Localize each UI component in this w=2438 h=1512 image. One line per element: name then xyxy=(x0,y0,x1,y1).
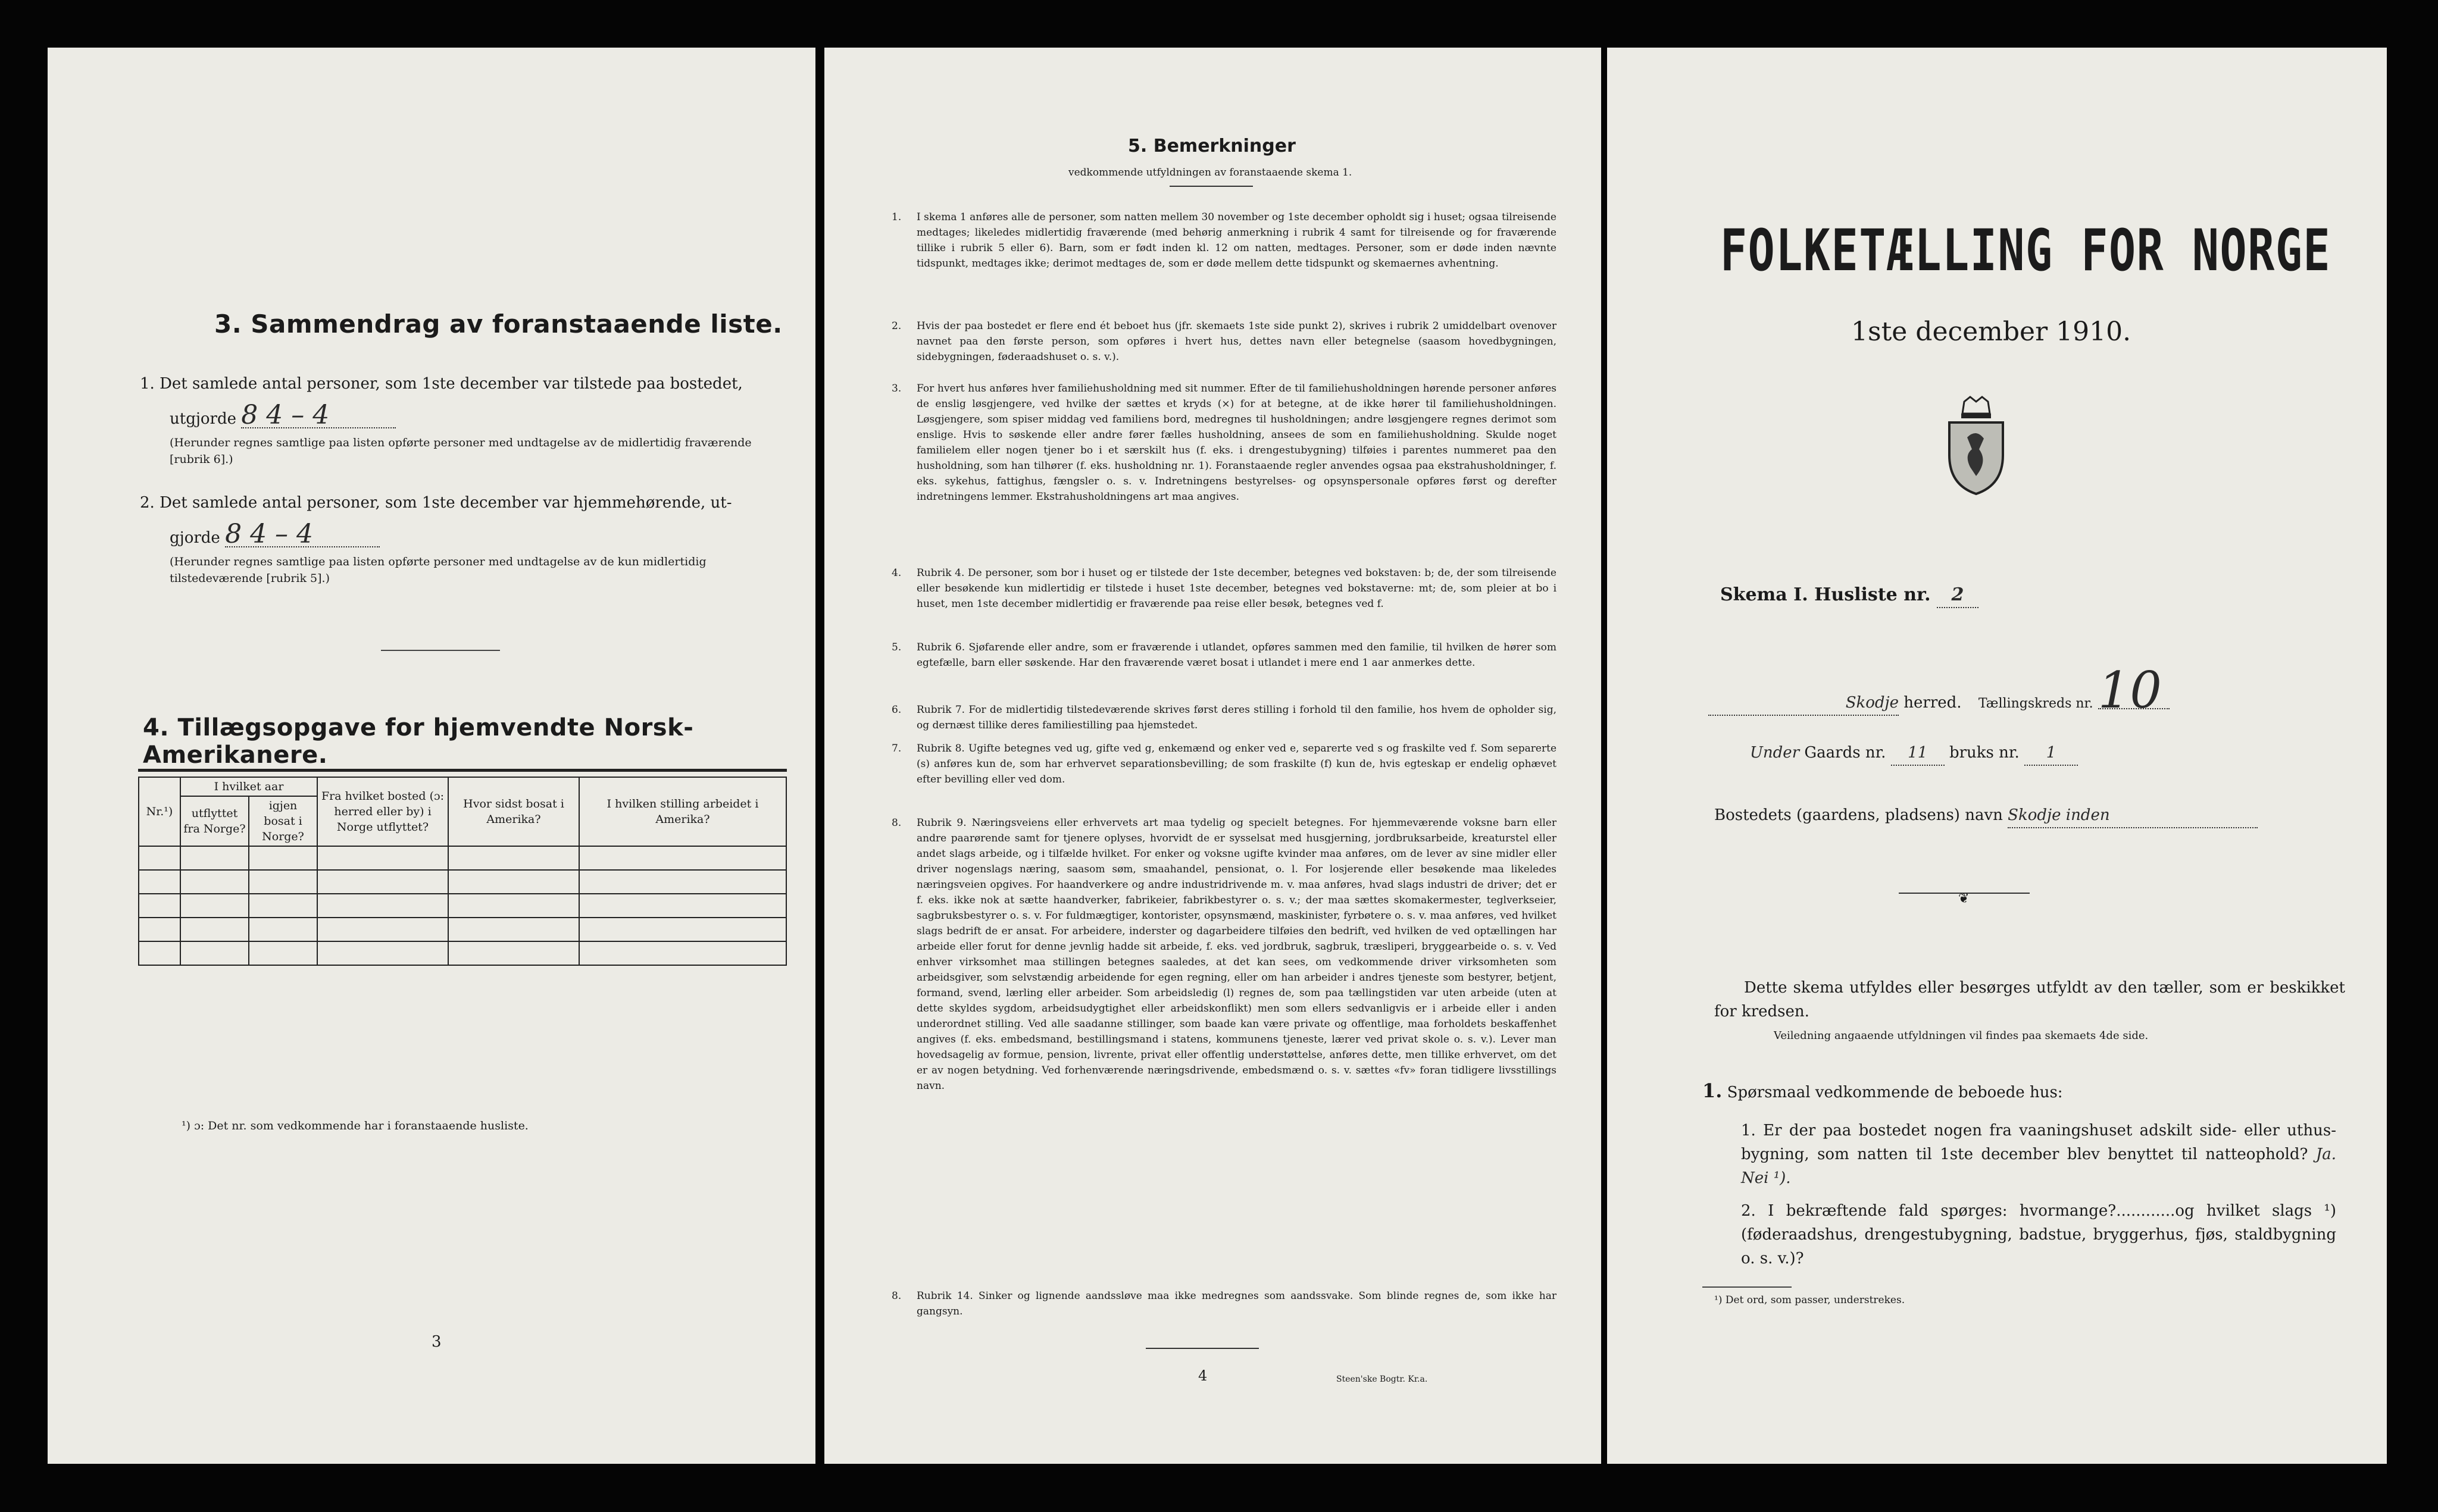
table-row xyxy=(139,941,786,965)
page-number-left: 3 xyxy=(432,1333,442,1351)
table-row xyxy=(139,870,786,894)
section-5-title: 5. Bemerkninger xyxy=(1128,136,1296,156)
divider xyxy=(1146,1348,1259,1349)
bosted-value: Skodje inden xyxy=(2008,803,2258,828)
left-page xyxy=(48,48,815,1464)
page-number-middle: 4 xyxy=(1198,1367,1208,1384)
husliste-nr-value: 2 xyxy=(1937,583,1978,608)
s3-item1-value: 8 4 – 4 xyxy=(241,403,396,428)
skema-line: Skema I. Husliste nr. 2 xyxy=(1720,583,1978,608)
col-returned: igjen bosat i Norge? xyxy=(249,796,317,846)
remark-6: 6. Rubrik 7. For de midlertidig tilstedeværende skrives først deres stilling i forhold til den familie, hos hvem de opholder sig, og dernæst tillike deres familiestilling paa hjemstedet. xyxy=(892,704,1556,731)
question-2: 2. I bekræftende fald spørges: hvormange?............og hvilket slags ¹) (føderaadshus, drengestubygning, badstue, bryggerhus, fjøs, staldbygning o. s. v.)? xyxy=(1741,1202,2336,1267)
herred-line xyxy=(1708,661,2170,719)
table-row xyxy=(139,918,786,941)
table-row xyxy=(139,846,786,870)
left-footnote: ¹) ɔ: Det nr. som vedkommende har i foranstaaende husliste. xyxy=(182,1119,529,1132)
table-top-rule xyxy=(138,769,787,772)
census-date: 1ste december 1910. xyxy=(1851,317,2131,347)
s3-item2-value: 8 4 – 4 xyxy=(225,522,380,547)
section-5-subtitle: vedkommende utfyldningen av foranstaaende skema 1. xyxy=(1068,167,1352,179)
gaard-nr-value: 11 xyxy=(1891,741,1945,766)
intro-text: Dette skema utfyldes eller besørges utfyldt av den tæller, som er beskikket for kredsen. xyxy=(1714,979,2345,1020)
remark-1: 1. I skema 1 anføres alle de personer, som natten mellem 30 november og 1ste december opholdt sig i huset; ogsaa tilreisende medtages; likeledes midlertidig fraværende (med behørig anmerkning i rubrik 4 samt for tilreisende og for fraværende tillike i rubrik 5 eller 6). Barn, som er født inden kl. 12 om natten, medtages. Personer, som er døde inden nævnte tidspunkt, medtages ikke; derimot medtages de, som er døde mellem dette tidspunkt og skemaernes avhentning. xyxy=(892,211,1556,270)
col-emigrated: utflyttet fra Norge? xyxy=(180,796,249,846)
divider xyxy=(381,650,500,651)
right-page xyxy=(1607,48,2387,1464)
remark-5: 5. Rubrik 6. Sjøfarende eller andre, som er fraværende i utlandet, opføres sammen med den familie, til hvilken de hører som egtefælle, barn eller søskende. Har den fraværende været bosat i utlandet i mere end 1 aar anmerkes dette. xyxy=(892,641,1556,669)
gaard-label: Gaards nr. xyxy=(1804,744,1886,762)
gaard-prefix: Under xyxy=(1750,744,1800,762)
bosted-line xyxy=(1714,803,2258,828)
col-nr: Nr.¹) xyxy=(139,777,180,846)
col-year-group: I hvilket aar xyxy=(180,777,317,796)
s3-item2-note: (Herunder regnes samtlige paa listen opførte personer med undtagelse av de kun midlertidig tilstedeværende [rubrik 5].) xyxy=(170,555,707,585)
herred-label: herred. xyxy=(1903,694,1962,712)
bruks-nr-value: 1 xyxy=(2024,741,2078,766)
right-footnote: ¹) Det ord, som passer, understrekes. xyxy=(1714,1294,1905,1306)
remark-2: 2. Hvis der paa bostedet er flere end ét beboet hus (jfr. skemaets 1ste side punkt 2), skrives i rubrik 2 umiddelbart ovenover navnet paa den første person, som opføres i hvert hus, dettes navn eller betegnelse (saasom hovedbygningen, sidebygningen, føderaadshuset o. s. v.). xyxy=(892,320,1556,363)
col-position: I hvilken stilling arbeidet i Amerika? xyxy=(579,777,786,846)
divider xyxy=(1170,186,1253,187)
question-1: 1. Er der paa bostedet nogen fra vaaningshuset adskilt side- eller uthus-bygning, som natten til 1ste december blev benyttet til natteophold? Ja. Nei ¹). xyxy=(1741,1122,2336,1187)
s3-item1-note: (Herunder regnes samtlige paa listen opførte personer med undtagelse av de midlertidig fraværende [rubrik 6].) xyxy=(170,436,752,466)
questions-heading: 1. Spørsmaal vedkommende de beboede hus: xyxy=(1702,1079,2063,1102)
main-title: FOLKETÆLLING FOR NORGE xyxy=(1720,217,2331,284)
s3-item1-text: 1. Det samlede antal personer, som 1ste december var tilstede paa bostedet, xyxy=(140,375,743,393)
gaard-line xyxy=(1750,741,2078,766)
col-from-where: Fra hvilket bosted (ɔ: herred eller by) i Norge utflyttet? xyxy=(317,777,448,846)
section-4-title: 4. Tillægsopgave for hjemvendte Norsk-Amerikanere. xyxy=(143,714,694,769)
ornament-icon: ❦ xyxy=(1958,891,1970,906)
printer-mark: Steen'ske Bogtr. Kr.a. xyxy=(1336,1375,1428,1384)
divider xyxy=(1702,1286,1792,1288)
coat-of-arms-icon xyxy=(1943,396,2009,497)
col-last-place: Hvor sidst bosat i Amerika? xyxy=(448,777,579,846)
kreds-label: Tællingskreds nr. xyxy=(1978,696,2093,711)
remark-7: 7. Rubrik 8. Ugifte betegnes ved ug, gifte ved g, enkemænd og enker ved e, separerte ved s og fraskilte ved f. Som separerte (s) anføres kun de, som har erhvervet separationsbevilling; de som fraskilte (f) kun de, hvis egteskap er endelig ophævet efter bevilling eller ved dom. xyxy=(892,743,1556,785)
s3-item2-label: gjorde 8 4 – 4 xyxy=(170,522,380,550)
remark-9: 8. Rubrik 14. Sinker og lignende aandssløve maa ikke medregnes som aandssvake. Som blinde regnes de, som ikke har gangsyn. xyxy=(892,1290,1556,1317)
remark-8: 8. Rubrik 9. Næringsveiens eller erhvervets art maa tydelig og specielt betegnes. For hjemmeværende voksne barn eller andre paarørende samt for tjenere oplyses, hvorvidt de er sysselsat med husgjerning, jordbruksarbeide, kreaturstel eller andet slags arbeide, og i tilfælde hvilket. For enker og voksne ugifte kvinder maa anføres, om de lever av sine midler eller driver nogenslags næring, saasom søm, smaahandel, pensionat, o. l. For losjerende eller besøkende maa likeledes næringsveien opgives. For haandverkere og andre industridrivende m. v. maa anføres, hvad slags industri de driver; det er f. eks. ikke nok at sætte haandverker, fabrikeier, fabrikbestyrer o. s. v.; der maa sættes skomakermester, teglverkseier, sagbruksbestyrer o. s. v. For fuldmægtiger, kontorister, opsynsmænd, maskinister, fyrbøtere o. s. v. maa anføres, ved hvilket slags bedrift de er ansat. For arbeidere, inderster og dagarbeidere tilføies den bedrift, ved hvilken de ved optællingen har arbeide eller forut for denne jevnlig hadde sit arbeide, f. eks. ved jordbruk, sagbruk, træsliperi, bryggearbeide o. s. v. Ved enhver virksomhet maa stillingen betegnes saaledes, at det kan sees, om vedkommende driver virksomheten som arbeidsgiver, som selvstændig arbeidende for egen regning, eller om han arbeider i andres tjeneste som bestyrer, betjent, formand, svend, lærling eller arbeider. Som arbeidsledig (l) regnes de, som paa tællingstiden var uten arbeide (uten at dette skyldes sygdom, arbeidsudygtighet eller arbeidskonflikt) men som ellers sedvanligvis er i arbeide eller i anden underordnet stilling. Ved alle saadanne stillinger, som baade kan være private og offentlige, maa forholdets beskaffenhet angives (f. eks. embedsmand, bestillingsmand i statens, kommunens tjeneste, lærer ved privat skole o. s. v.). Lever man hovedsagelig av formue, pension, livrente, privat eller offentlig understøttelse, anføres dette, men tillike erhvervet, om det er av nogen betydning. Ved forhenværende næringsdrivende, embedsmænd o. s. v. sættes «fv» foran tidligere livsstillings navn. xyxy=(892,817,1556,1092)
guidance-text: Veiledning angaaende utfyldningen vil findes paa skemaets 4de side. xyxy=(1774,1029,2149,1042)
remark-4: 4. Rubrik 4. De personer, som bor i huset og er tilstede der 1ste december, betegnes ved bokstaven: b; de, der som tilreisende eller besøkende kun midlertidig er tilstede i huset 1ste december, betegnes ved bokstaverne: mt; de, som pleier at bo i huset, men 1ste december midlertidig er fraværende paa reise eller besøk, betegnes ved f. xyxy=(892,567,1556,610)
q1-answer: Ja. Nei ¹). xyxy=(1741,1145,2336,1187)
bruks-label: bruks nr. xyxy=(1949,744,2020,762)
bosted-label: Bostedets (gaardens, pladsens) navn xyxy=(1714,806,2003,824)
norsk-amerikanere-table xyxy=(138,777,787,966)
s3-item2-text: 2. Det samlede antal personer, som 1ste december var hjemmehørende, ut- xyxy=(140,494,732,512)
middle-page xyxy=(824,48,1601,1464)
table-row xyxy=(139,894,786,918)
s3-item1-label: utgjorde 8 4 – 4 xyxy=(170,403,396,431)
section-3-title: 3. Sammendrag av foranstaaende liste. xyxy=(214,309,783,339)
kreds-nr-value: 10 xyxy=(2098,672,2170,709)
herred-value: Skodje xyxy=(1708,691,1899,716)
remark-3: 3. For hvert hus anføres hver familiehusholdning med sit nummer. Efter de til familiehusholdningen hørende personer anføres de enslig løsgjengere, ved hvilke der sættes et kryds (×) for at betegne, at de ikke hører til familiehusholdningen. Løsgjengere, som spiser middag ved familiens bord, medregnes til husholdningen; andre løsgjengere regnes derimot som enslige. Hvis to søskende eller andre fører fælles husholdning, ansees de som en familiehusholdning. Skulde noget familielem eller nogen tjener bo i et særskilt hus (f. eks. i drengestubygning) tilføies i parentes nummeret paa den husholdning, som han tilhører (f. eks. husholdning nr. 1). Foranstaaende regler anvendes ogsaa paa ekstrahusholdninger, f. eks. sykehus, fattighus, fængsler o. s. v. Indretningens bestyrelses- og opsynspersonale opføres først og derefter indretningens lemmer. Ekstrahusholdningens art maa angives. xyxy=(892,383,1556,503)
